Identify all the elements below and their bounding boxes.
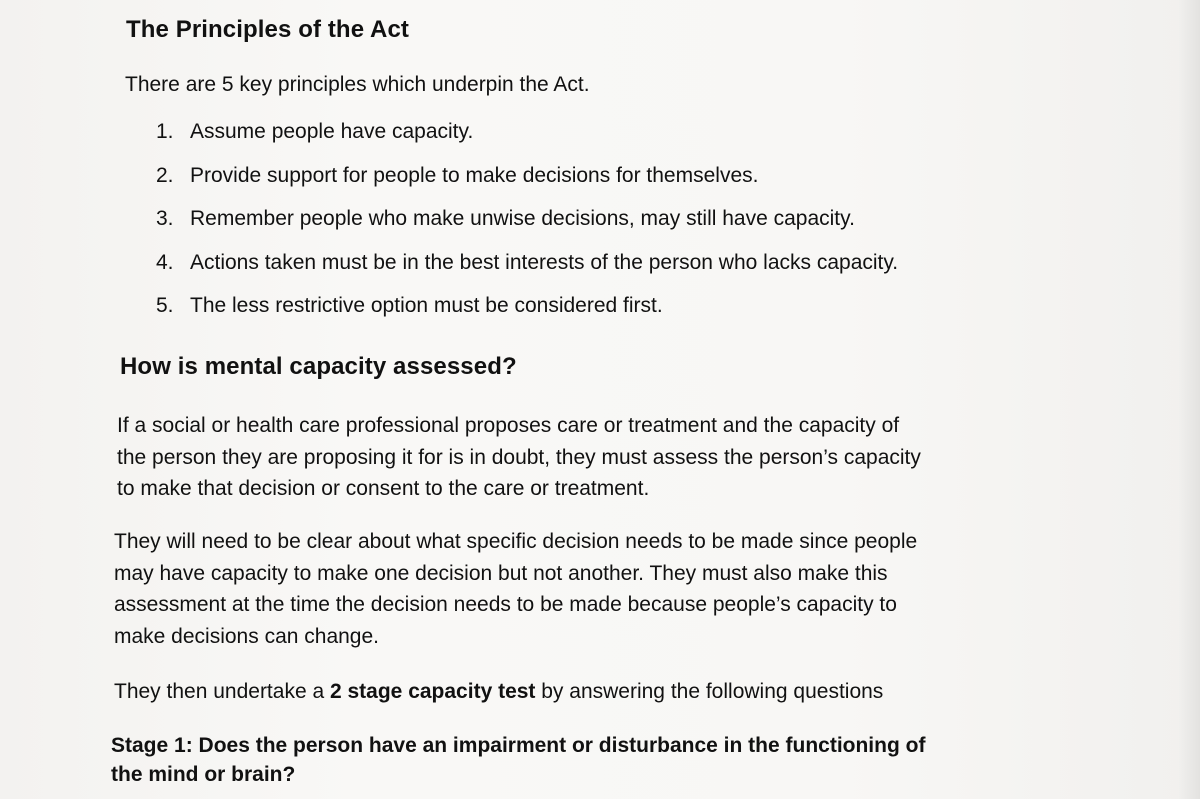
list-item bbox=[156, 205, 898, 249]
list-item-text: Assume people have capacity. bbox=[190, 120, 474, 143]
paragraph-two-stage-test bbox=[114, 676, 1074, 708]
list-item-number: 1. bbox=[156, 120, 174, 143]
list-item bbox=[156, 162, 898, 206]
list-item-number: 5. bbox=[156, 294, 174, 317]
paragraph-line: to make that decision or consent to the care or treatment. bbox=[117, 477, 650, 500]
principles-list bbox=[156, 118, 898, 336]
paragraph-line: the person they are proposing it for is in doubt, they must assess the person’s capacity bbox=[117, 445, 921, 469]
paragraph-line: They will need to be clear about what specific decision needs to be made since people bbox=[114, 530, 918, 553]
emphasis-text: 2 stage capacity test bbox=[329, 680, 536, 703]
list-item-text: Provide support for people to make decisions for themselves. bbox=[190, 163, 759, 187]
paragraph-text: by answering the following questions bbox=[535, 680, 884, 703]
paragraph-text: They then undertake a bbox=[114, 680, 330, 703]
section-title-principles: The Principles of the Act bbox=[126, 16, 409, 43]
stage-1-question bbox=[111, 731, 1051, 789]
paragraph-line: may have capacity to make one decision but not another. They must also make this bbox=[114, 561, 888, 585]
list-item bbox=[156, 118, 898, 162]
stage-line: the mind or brain? bbox=[111, 763, 296, 786]
list-item-text: The less restrictive option must be considered first. bbox=[190, 294, 663, 317]
stage-line: Stage 1: Does the person have an impairment or disturbance in the functioning of bbox=[111, 734, 926, 757]
page-edge-shadow bbox=[1178, 0, 1200, 799]
list-item-text: Actions taken must be in the best interests of the person who lacks capacity. bbox=[190, 250, 899, 274]
paragraph-line: make decisions can change. bbox=[114, 624, 379, 648]
section-title-assessment: How is mental capacity assessed? bbox=[120, 353, 517, 380]
paragraph-line: If a social or health care professional proposes care or treatment and the capacity of bbox=[117, 414, 900, 437]
list-item-number: 4. bbox=[156, 250, 174, 274]
list-item bbox=[156, 292, 898, 336]
list-item bbox=[156, 249, 898, 293]
paragraph-line: assessment at the time the decision needs to be made because people’s capacity to bbox=[114, 593, 897, 616]
paragraph-specific-decision bbox=[114, 526, 1034, 652]
list-item-number: 3. bbox=[156, 207, 174, 230]
list-item-number: 2. bbox=[156, 163, 174, 187]
list-item-text: Remember people who make unwise decisions, may still have capacity. bbox=[190, 207, 855, 230]
paragraph-assessment-intro bbox=[117, 410, 1037, 505]
intro-text: There are 5 key principles which underpin the Act. bbox=[125, 73, 590, 96]
